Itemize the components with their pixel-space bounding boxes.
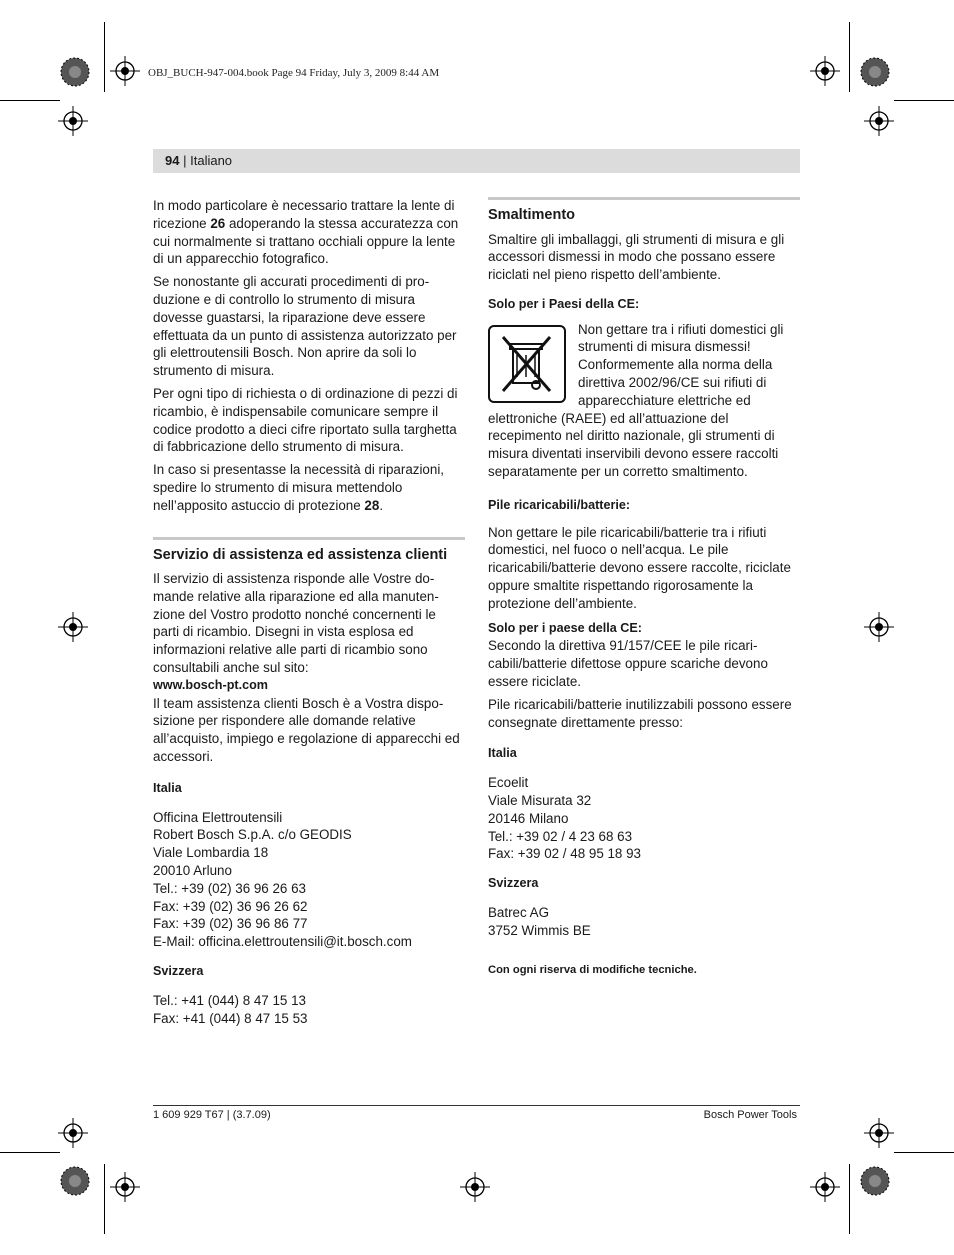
paragraph-weee: Non gettare tra i rifiuti domestici gli strumenti di misura dismessi! Conformemente alla norma della direttiva 2002/96/CE sui rifiuti di apparecchiature elettriche ed elettroniche (RAEE) ed all’attuazione del recepimento nel diritto nazionale, gli strumenti di misura diventati inservibili devono essere raccolti separatamente per un corretto smaltimento. xyxy=(488,321,784,480)
registration-mark-icon xyxy=(460,1172,490,1202)
color-calibration-target-icon xyxy=(60,1166,90,1196)
footer-document-code: 1 609 929 T67 | (3.7.09) xyxy=(153,1109,271,1121)
reference-number: 28 xyxy=(364,497,380,513)
section-title-service: Servizio di assistenza ed assistenza clienti xyxy=(153,546,448,563)
registration-mark-icon xyxy=(864,106,894,136)
paragraph-disposal: Smaltire gli imballaggi, gli strumenti di misura e gli accessori dismessi in modo che possano essere riciclati nel pieno rispetto dell’ambiente. xyxy=(488,231,785,283)
crop-line xyxy=(104,22,105,92)
registration-mark-icon xyxy=(58,1118,88,1148)
paragraph-shipping: In caso si presentasse la necessità di riparazioni, spedire lo strumento di misura mettendolo nell’apposito astuccio di protezione 28. xyxy=(153,462,445,513)
technical-changes-note: Con ogni riserva di modifiche tecniche. xyxy=(488,963,697,976)
registration-mark-icon xyxy=(110,1172,140,1202)
paragraph-customer-team: Il team assistenza clienti Bosch è a Vostra disposizione per rispondere alle domande relative all’acquisto, impiego e regolazione di apparecchi ed accessori. xyxy=(153,695,460,765)
registration-mark-icon xyxy=(58,106,88,136)
address-italia-recycling: Ecoelit Viale Misurata 32 20146 Milano Tel.: +39 02 / 4 23 68 63 Fax: +39 02 / 48 95 18 93 xyxy=(488,775,641,862)
page-separator: | xyxy=(183,153,187,168)
footer-brand: Bosch Power Tools xyxy=(703,1109,797,1121)
crossed-out-wheelie-bin-icon xyxy=(488,325,566,403)
reference-number: 26 xyxy=(210,215,226,231)
color-calibration-target-icon xyxy=(860,57,890,87)
ce-block xyxy=(488,321,800,481)
page-language: Italiano xyxy=(190,153,233,168)
crop-line xyxy=(894,1152,954,1153)
section-rule xyxy=(488,197,800,200)
crop-line xyxy=(849,1164,850,1234)
subhead-ce-batteries: Solo per i paese della CE: xyxy=(488,620,642,635)
crop-line xyxy=(0,100,60,101)
registration-mark-icon xyxy=(864,612,894,642)
crop-line xyxy=(894,100,954,101)
service-url: www.bosch-pt.com xyxy=(153,677,268,692)
right-column xyxy=(488,197,800,979)
registration-mark-icon xyxy=(810,56,840,86)
subhead-ce: Solo per i Paesi della CE: xyxy=(488,296,640,311)
registration-mark-icon xyxy=(864,1118,894,1148)
left-column xyxy=(153,197,465,1027)
paragraph-directive: Secondo la direttiva 91/157/CEE le pile ricaricabili/batterie difettose oppure scariche devono essere riciclate. xyxy=(488,638,768,690)
paragraph-delivery: Pile ricaricabili/batterie inutilizzabili possono essere consegnate direttamente presso: xyxy=(488,696,792,730)
color-calibration-target-icon xyxy=(860,1166,890,1196)
address-svizzera: Tel.: +41 (044) 8 47 15 13 Fax: +41 (044) 8 47 15 53 xyxy=(153,992,308,1026)
page-number: 94 xyxy=(165,153,180,168)
subhead-batteries: Pile ricaricabili/batterie: xyxy=(488,497,631,512)
subhead-italia: Italia xyxy=(488,746,517,761)
registration-mark-icon xyxy=(110,56,140,86)
registration-mark-icon xyxy=(810,1172,840,1202)
paragraph-repair: Se nonostante gli accurati procedimenti di produzione e di controllo lo strumento di misura dovesse guastarsi, la riparazione deve essere effettuata da un punto di assistenza autorizzato per gli elettroutensili Bosch. Non aprire da soli lo strumento di misura. xyxy=(153,274,457,379)
crop-line xyxy=(0,1152,60,1153)
subhead-italia: Italia xyxy=(153,780,182,795)
color-calibration-target-icon xyxy=(60,57,90,87)
footer-rule xyxy=(153,1105,800,1106)
page-header-bar xyxy=(153,149,800,173)
subhead-svizzera: Svizzera xyxy=(153,963,204,978)
section-rule xyxy=(153,537,465,540)
crop-line xyxy=(104,1164,105,1234)
paragraph-service: Il servizio di assistenza risponde alle Vostre domande relative alla riparazione ed alla manutenzione del Vostro prodotto nonché concernenti le parti di ricambio. Disegni in vista esplosa ed informazioni relative alle parti di ricambio sono consultabili anche sul sito: xyxy=(153,571,439,676)
print-header: OBJ_BUCH-947-004.book Page 94 Friday, July 3, 2009 8:44 AM xyxy=(148,67,440,79)
section-title-disposal: Smaltimento xyxy=(488,207,576,223)
address-svizzera-recycling: Batrec AG 3752 Wimmis BE xyxy=(488,905,591,938)
crop-line xyxy=(849,22,850,92)
paragraph-batteries: Non gettare le pile ricaricabili/batterie tra i rifiuti domestici, nel fuoco o nell’acqua. Le pile ricaricabili/batterie devono essere raccolte, riciclate oppure smaltite rispettando rigorosamente la protezione dell’ambiente. xyxy=(488,524,791,611)
paragraph-lens-care: In modo particolare è necessario trattare la lente di ricezione 26 adoperando la stessa accuratezza con cui normalmente si trattano occhiali oppure la lente di un apparecchio fotografico. xyxy=(153,198,459,267)
paragraph-spare-parts: Per ogni tipo di richiesta o di ordinazione di pezzi di ricambio, è indispensabile comunicare sempre il codice prodotto a dieci cifre riportato sulla targhetta di fabbricazione dello strumento di misura. xyxy=(153,385,458,455)
address-italia: Officina Elettroutensili Robert Bosch S.p.A. c/o GEODIS Viale Lombardia 18 20010 Arluno Tel.: +39 (02) 36 96 26 63 Fax: +39 (02) 36 96 26 62 Fax: +39 (02) 36 96 86 77 E-Mail: officina.elettroutensili@it.bosch.com xyxy=(153,809,412,950)
registration-mark-icon xyxy=(58,612,88,642)
subhead-svizzera: Svizzera xyxy=(488,876,539,891)
